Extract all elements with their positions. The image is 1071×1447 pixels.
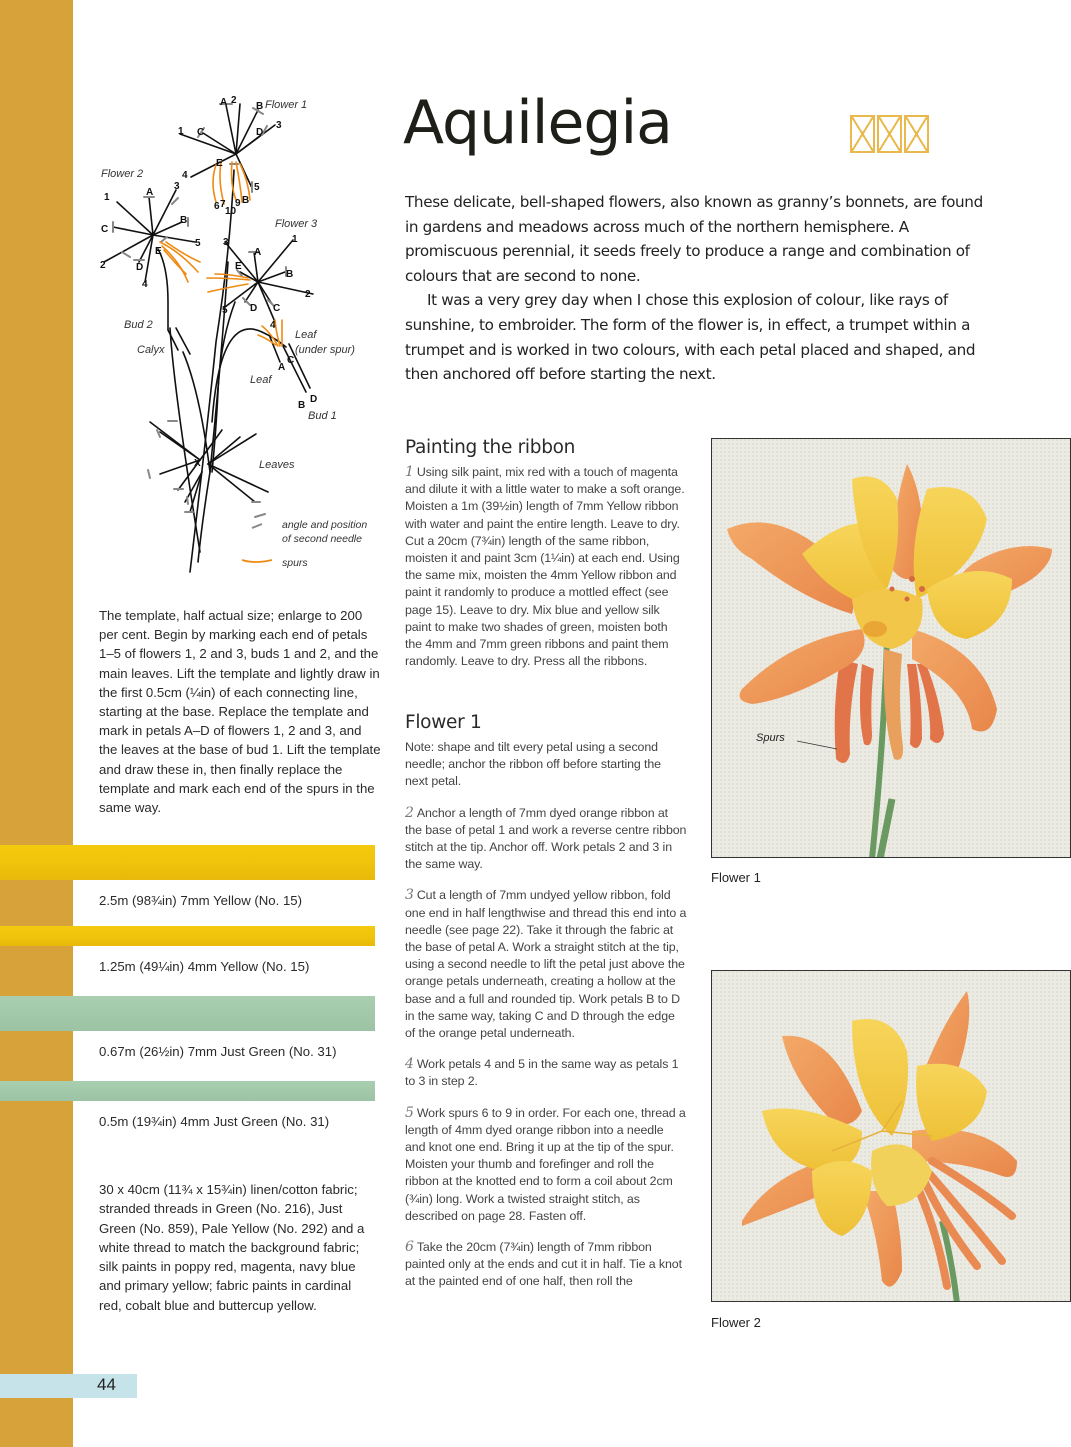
svg-text:4: 4 <box>142 279 148 290</box>
ribbon-label: 1.25m (49¼in) 4mm Yellow (No. 15) <box>99 959 310 974</box>
section-heading: Flower 1 <box>405 712 482 733</box>
svg-text:2: 2 <box>231 95 237 106</box>
svg-text:3: 3 <box>174 181 180 192</box>
step-number: 4 <box>405 1056 414 1073</box>
legend-needle-line2: of second needle <box>282 533 362 545</box>
step-number: 1 <box>405 464 414 480</box>
svg-text:D: D <box>310 394 318 405</box>
label-bud-2: Bud 2 <box>124 319 153 331</box>
photo-caption: Flower 1 <box>711 870 761 885</box>
svg-text:1: 1 <box>178 126 184 137</box>
step-number: 3 <box>405 887 414 904</box>
svg-text:E: E <box>155 246 162 257</box>
svg-text:B: B <box>298 400 306 411</box>
svg-text:2: 2 <box>305 289 311 300</box>
legend-needle-swatch <box>252 524 262 528</box>
page-sidebar-band <box>0 0 73 1447</box>
step-text: Take the 20cm (7¾in) length of 7mm ribbon painted only at the ends and cut it in half. Tie a knot at the painted end of one half, then roll the <box>405 1240 682 1289</box>
intro-text <box>405 190 990 387</box>
svg-text:A: A <box>278 362 286 373</box>
template-caption: The template, half actual size; enlarge to 200 per cent. Begin by marking each end of petals 1–5 of flowers 1, 2 and 3, buds 1 and 2, and the main leaves. Lift the template and lightly draw in the first 0.5cm (¼in) of each connecting line, starting at the base. Replace the template and mark in petals A–D of flowers 1, 2 and 3, and the leaves at the base of bud 1. Lift the template and draw these in, then finally replace the template and mark each end of the spurs in the same way. <box>99 608 381 816</box>
missing-glyph-box-icon <box>904 115 929 153</box>
svg-text:D: D <box>256 127 264 138</box>
svg-text:B: B <box>180 215 188 226</box>
other-materials: 30 x 40cm (11¾ x 15¾in) linen/cotton fabric; stranded threads in Green (No. 216), Just Green (No. 859), Pale Yellow (No. 292) and a white thread to match the background fabric; silk paints in poppy red, magenta, navy blue and primary yellow; fabric paints in cardinal red, cobalt blue and buttercup yellow. <box>99 1182 365 1313</box>
svg-text:5: 5 <box>254 182 260 193</box>
ribbon-label: 2.5m (98¾in) 7mm Yellow (No. 15) <box>99 893 303 908</box>
photo-flower-2 <box>711 970 1071 1302</box>
svg-text:A: A <box>220 97 228 108</box>
label-leaf: Leaf <box>250 374 272 386</box>
svg-text:C: C <box>273 303 281 314</box>
svg-text:9: 9 <box>235 198 241 209</box>
step-text: Cut a length of 7mm undyed yellow ribbon, fold one end in half lengthwise and thread this end into a needle (see page 22). Take it through the fabric at the base of petal A. Work a straight stitch at the tip, using a second needle to lift the petal just above the orange petals underneath, creating a hollow at the base and a full and rounded tip. Work petals B to D in the same way, taking C and D through the edge of the orange petal underneath. <box>405 888 687 1041</box>
ribbon-label: 0.5m (19¾in) 4mm Just Green (No. 31) <box>99 1114 330 1129</box>
svg-text:B: B <box>256 101 264 112</box>
ribbon-swatch-yellow-7mm <box>0 845 375 880</box>
svg-text:4: 4 <box>182 170 188 181</box>
legend-needle-line1: angle and position <box>282 519 368 531</box>
svg-text:E: E <box>235 261 242 272</box>
section-painting <box>405 437 687 670</box>
step-text: Using silk paint, mix red with a touch of magenta and dilute it with a little water to make a soft orange. Moisten a 1m (39½in) length of 7mm Yellow ribbon with water and paint the entire length. Leave to dry. Cut a 20cm (7¾in) length of the same ribbon, moisten it and paint 3cm (1¼in) at each end. Using the same mix, moisten the 4mm Yellow ribbon and paint it randomly to produce a mottled effect (see page 15). Leave to dry. Mix blue and yellow silk paint to make two shades of green, moisten both the 4mm and 7mm green ribbons and paint them randomly. Leave to dry. Press all the ribbons. <box>405 465 685 669</box>
ribbon-swatch-green-4mm <box>0 1081 375 1101</box>
svg-text:1: 1 <box>292 234 298 245</box>
svg-text:2: 2 <box>100 260 106 271</box>
page-number-band <box>0 1374 137 1398</box>
step-text: Work petals 4 and 5 in the same way as petals 1 to 3 in step 2. <box>405 1057 679 1089</box>
svg-text:4: 4 <box>270 320 276 331</box>
intro-paragraph: These delicate, bell-shaped flowers, also known as granny’s bonnets, are found in gardens and meadows across much of the northern hemisphere. A promiscuous perennial, it seeds freely to produce a range and combination of colours that are second to none. <box>405 193 983 285</box>
svg-text:D: D <box>136 262 144 273</box>
step-text: Work spurs 6 to 9 in order. For each one, thread a length of 4mm dyed orange ribbon into a needle and knot one end. Bring it up at the tip of the spur. Moisten your thumb and forefinger and roll the ribbon at the knotted end to form a coil about 2cm (¾in) long. Work a twisted straight stitch, as described on page 28. Fasten off. <box>405 1105 686 1223</box>
legend-spurs-swatch <box>242 560 272 562</box>
photo-flower-1 <box>711 438 1071 858</box>
label-leaves: Leaves <box>259 459 295 471</box>
svg-text:A: A <box>254 247 262 258</box>
label-calyx: Calyx <box>137 344 165 356</box>
label-flower-1: Flower 1 <box>265 99 308 111</box>
ribbon-label: 0.67m (26½in) 7mm Just Green (No. 31) <box>99 1044 337 1059</box>
template-diagram <box>90 92 380 577</box>
svg-text:C: C <box>101 224 109 235</box>
svg-text:A: A <box>146 187 154 198</box>
page-title: Aquilegia <box>403 88 672 158</box>
note-text: Note: shape and tilt every petal using a second needle; anchor the ribbon off before starting the next petal. <box>405 740 661 789</box>
label-leaf-under-spur-2: (under spur) <box>295 344 355 356</box>
svg-text:3: 3 <box>276 120 282 131</box>
svg-text:5: 5 <box>222 305 228 316</box>
svg-text:10: 10 <box>225 206 237 217</box>
legend-spurs: spurs <box>282 557 308 569</box>
svg-text:E: E <box>216 158 223 169</box>
svg-text:C: C <box>197 127 205 138</box>
label-flower-2: Flower 2 <box>101 168 144 180</box>
ribbon-swatch-yellow-4mm <box>0 926 375 946</box>
photo-caption: Flower 2 <box>711 1315 761 1330</box>
svg-text:B: B <box>242 195 250 206</box>
svg-text:B: B <box>286 269 294 280</box>
step-text: Anchor a length of 7mm dyed orange ribbon at the base of petal 1 and work a reverse centre ribbon stitch at the tip. Anchor off. Work petals 2 and 3 in the same way. <box>405 805 687 872</box>
svg-text:D: D <box>250 303 258 314</box>
missing-glyph-box-icon <box>850 115 875 153</box>
section-flower-1 <box>405 712 687 1291</box>
label-bud-1: Bud 1 <box>308 410 337 422</box>
missing-glyph-box-icon <box>877 115 902 153</box>
svg-text:1: 1 <box>104 192 110 203</box>
intro-paragraph: It was a very grey day when I chose this explosion of colour, like rays of sunshine, to embroider. The form of the flower is, in effect, a trumpet within a trumpet and is worked in two colours, with each petal placed and shaped, and then anchored off before starting the next. <box>405 291 976 384</box>
svg-text:6: 6 <box>214 201 220 212</box>
difficulty-rating <box>850 115 929 153</box>
svg-text:3: 3 <box>223 237 229 248</box>
photo-annotation-spurs: Spurs <box>756 732 785 744</box>
svg-text:C: C <box>287 355 295 366</box>
page-number: 44 <box>97 1375 116 1394</box>
svg-text:X: X <box>194 458 201 469</box>
step-number: 6 <box>405 1239 414 1256</box>
svg-text:5: 5 <box>195 238 201 249</box>
step-number: 5 <box>405 1104 414 1121</box>
label-flower-3: Flower 3 <box>275 218 318 230</box>
label-leaf-under-spur: Leaf <box>295 329 317 341</box>
ribbon-swatch-green-7mm <box>0 996 375 1031</box>
svg-text:7: 7 <box>220 199 226 210</box>
section-heading: Painting the ribbon <box>405 437 576 458</box>
step-number: 2 <box>405 804 414 821</box>
